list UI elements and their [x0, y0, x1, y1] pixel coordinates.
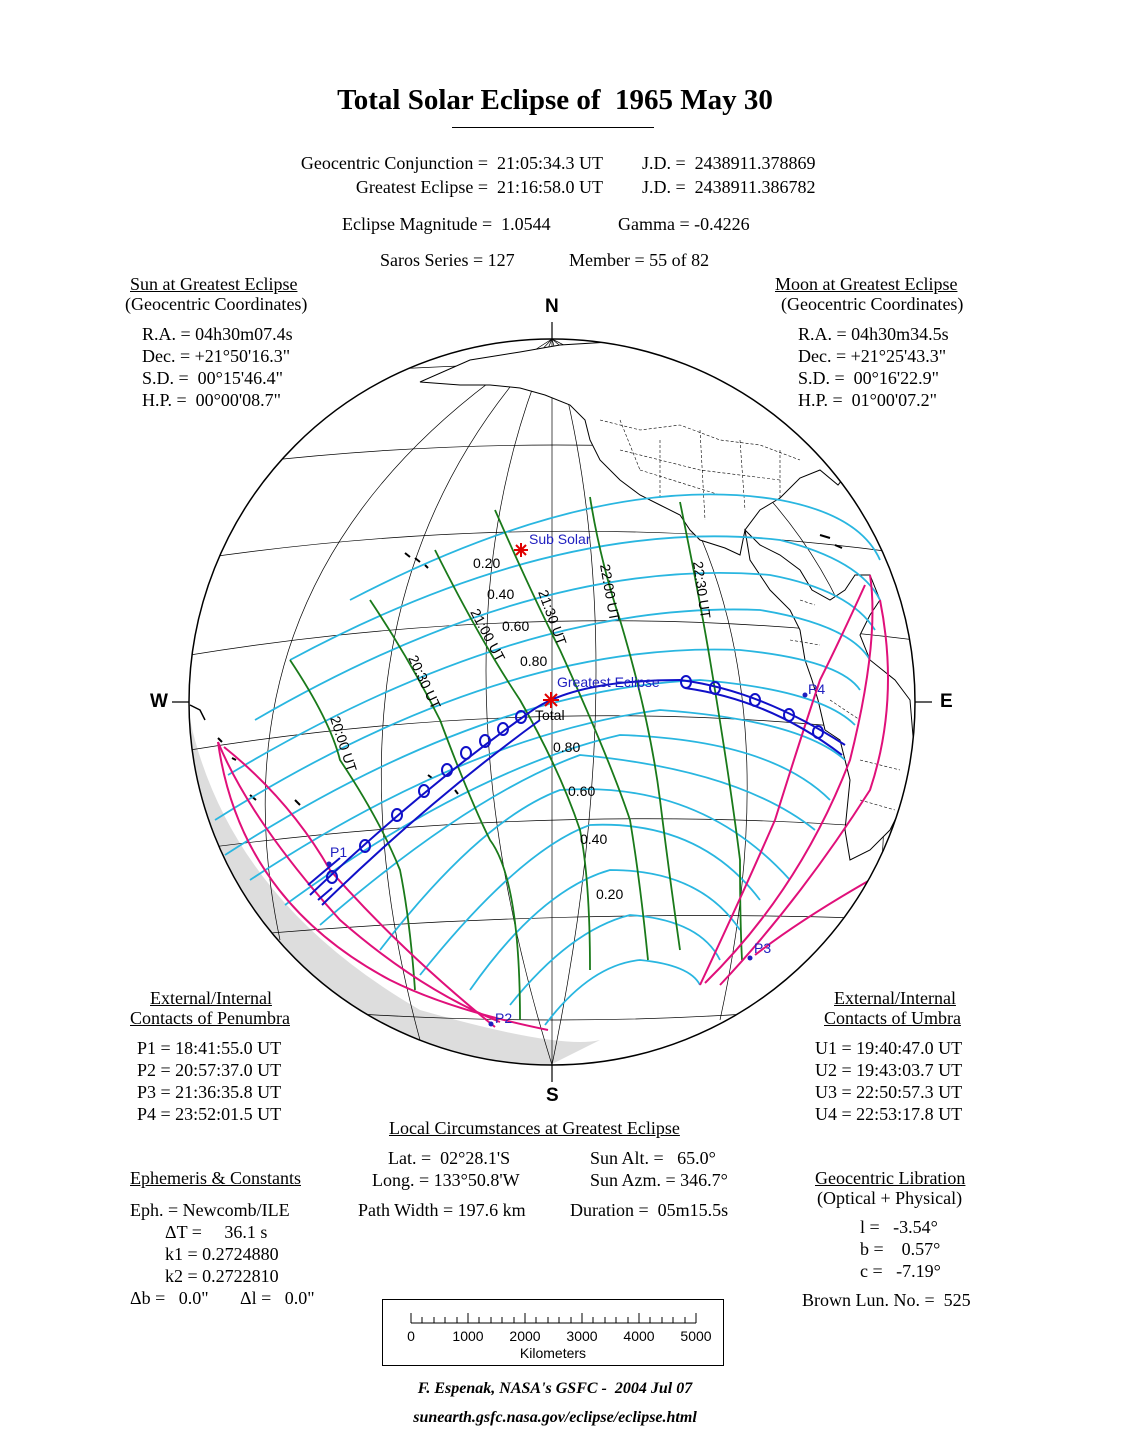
- magnitude-label: 0.40: [487, 586, 515, 602]
- magnitude-label: 0.80: [553, 739, 581, 755]
- p2-contact: P2 = 20:57:37.0 UT: [137, 1060, 282, 1080]
- source-url: sunearth.gsfc.nasa.gov/eclipse/eclipse.html: [413, 1409, 697, 1426]
- libration-heading: Geocentric Libration: [815, 1168, 966, 1188]
- time-label: 22:30 UT: [690, 560, 714, 620]
- libration-l: l = -3.54°: [860, 1217, 938, 1237]
- ephemeris-eph: Eph. = Newcomb/ILE: [130, 1200, 290, 1220]
- east-label: E: [940, 691, 953, 712]
- ephemeris-dl: Δl = 0.0": [240, 1288, 315, 1308]
- sun-sd: S.D. = 00°15'46.4": [142, 368, 283, 388]
- magnitude-label: 0.20: [596, 886, 624, 902]
- time-label: 20:00 UT: [327, 713, 361, 774]
- scale-unit-label: Kilometers: [519, 1345, 587, 1361]
- moon-sd: S.D. = 00°16'22.9": [798, 368, 939, 388]
- penumbra-subheading: Contacts of Penumbra: [130, 1008, 290, 1028]
- p3-label: P3: [754, 940, 772, 956]
- ephemeris-k1: k1 = 0.2724880: [165, 1244, 279, 1264]
- scale-tick-label: 5000: [680, 1328, 712, 1344]
- time-label: 20:30 UT: [405, 652, 445, 712]
- credit: F. Espenak, NASA's GSFC - 2004 Jul 07: [417, 1380, 693, 1397]
- scale-tick-label: 1000: [452, 1328, 484, 1344]
- magnitude-label: 0.60: [568, 783, 596, 799]
- sun-ra: R.A. = 04h30m07.4s: [142, 324, 293, 344]
- u3-contact: U3 = 22:50:57.3 UT: [815, 1082, 963, 1102]
- greatest-eclipse-marker: [543, 692, 559, 708]
- distance-scale: [382, 1299, 724, 1366]
- sun-subheading: (Geocentric Coordinates): [125, 294, 308, 314]
- local-sun-azm: Sun Azm. = 346.7°: [590, 1170, 728, 1190]
- scale-tick-label: 0: [407, 1328, 415, 1344]
- magnitude-label: 0.20: [473, 555, 501, 571]
- local-heading: Local Circumstances at Greatest Eclipse: [389, 1118, 680, 1138]
- greatest-eclipse-label: Greatest Eclipse = 21:16:58.0 UT: [355, 177, 603, 197]
- sub-solar-label: Sub Solar: [529, 531, 591, 547]
- time-label: 22:00 UT: [597, 562, 623, 623]
- greatest-eclipse-label: Greatest Eclipse: [557, 674, 660, 690]
- libration-subheading: (Optical + Physical): [817, 1188, 963, 1208]
- moon-subheading: (Geocentric Coordinates): [781, 294, 964, 314]
- ephemeris-dt: ΔT = 36.1 s: [165, 1222, 268, 1242]
- conjunction-jd: J.D. = 2438911.378869: [642, 153, 816, 173]
- north-label: N: [545, 296, 559, 317]
- local-lat: Lat. = 02°28.1'S: [388, 1148, 511, 1168]
- moon-ra: R.A. = 04h30m34.5s: [798, 324, 949, 344]
- greatest-eclipse-jd: J.D. = 2438911.386782: [642, 177, 816, 197]
- total-label: Total: [535, 707, 565, 723]
- scale-tick-label: 3000: [566, 1328, 598, 1344]
- ephemeris-db: Δb = 0.0": [130, 1288, 209, 1308]
- umbra-heading: External/Internal: [834, 988, 956, 1008]
- sub-solar-marker: [514, 543, 528, 557]
- local-long: Long. = 133°50.8'W: [372, 1170, 520, 1190]
- libration-c: c = -7.19°: [860, 1261, 941, 1281]
- conjunction-label: Geocentric Conjunction = 21:05:34.3 UT: [300, 153, 603, 173]
- ephemeris-k2: k2 = 0.2722810: [165, 1266, 279, 1286]
- scale-tick-label: 4000: [623, 1328, 655, 1344]
- time-label: 21:00 UT: [467, 605, 509, 665]
- magnitude-label: 0.80: [520, 653, 548, 669]
- magnitude-label: 0.40: [580, 831, 608, 847]
- sun-hp: H.P. = 00°00'08.7": [142, 390, 281, 410]
- eclipse-magnitude: Eclipse Magnitude = 1.0544: [342, 214, 551, 234]
- sun-heading: Sun at Greatest Eclipse: [130, 274, 298, 294]
- p3-contact: P3 = 21:36:35.8 UT: [137, 1082, 282, 1102]
- gamma: Gamma = -0.4226: [618, 214, 750, 234]
- ephemeris-heading: Ephemeris & Constants: [130, 1168, 301, 1188]
- p1-contact: P1 = 18:41:55.0 UT: [137, 1038, 282, 1058]
- moon-heading: Moon at Greatest Eclipse: [775, 274, 958, 294]
- local-sun-alt: Sun Alt. = 65.0°: [590, 1148, 716, 1168]
- u4-contact: U4 = 22:53:17.8 UT: [815, 1104, 963, 1124]
- south-label: S: [546, 1085, 559, 1106]
- duration: Duration = 05m15.5s: [570, 1200, 729, 1220]
- time-label: 21:30 UT: [535, 587, 570, 648]
- p4-contact: P4 = 23:52:01.5 UT: [137, 1104, 282, 1124]
- p1-label: P1: [330, 844, 348, 860]
- page-title: Total Solar Eclipse of 1965 May 30: [337, 84, 773, 116]
- scale-tick-label: 2000: [509, 1328, 541, 1344]
- umbra-subheading: Contacts of Umbra: [824, 1008, 961, 1028]
- moon-hp: H.P. = 01°00'07.2": [798, 390, 937, 410]
- moon-dec: Dec. = +21°25'43.3": [798, 346, 947, 366]
- u1-contact: U1 = 19:40:47.0 UT: [815, 1038, 963, 1058]
- magnitude-label: 0.60: [502, 618, 530, 634]
- p4-label: P4: [808, 681, 826, 697]
- west-label: W: [150, 691, 168, 712]
- brown-lunation: Brown Lun. No. = 525: [802, 1290, 971, 1310]
- sun-dec: Dec. = +21°50'16.3": [142, 346, 291, 366]
- path-width: Path Width = 197.6 km: [358, 1200, 526, 1220]
- u2-contact: U2 = 19:43:03.7 UT: [815, 1060, 963, 1080]
- libration-b: b = 0.57°: [860, 1239, 941, 1259]
- p2-label: P2: [495, 1010, 513, 1026]
- penumbra-heading: External/Internal: [150, 988, 272, 1008]
- saros-member: Member = 55 of 82: [569, 250, 710, 270]
- saros-series: Saros Series = 127: [380, 250, 515, 270]
